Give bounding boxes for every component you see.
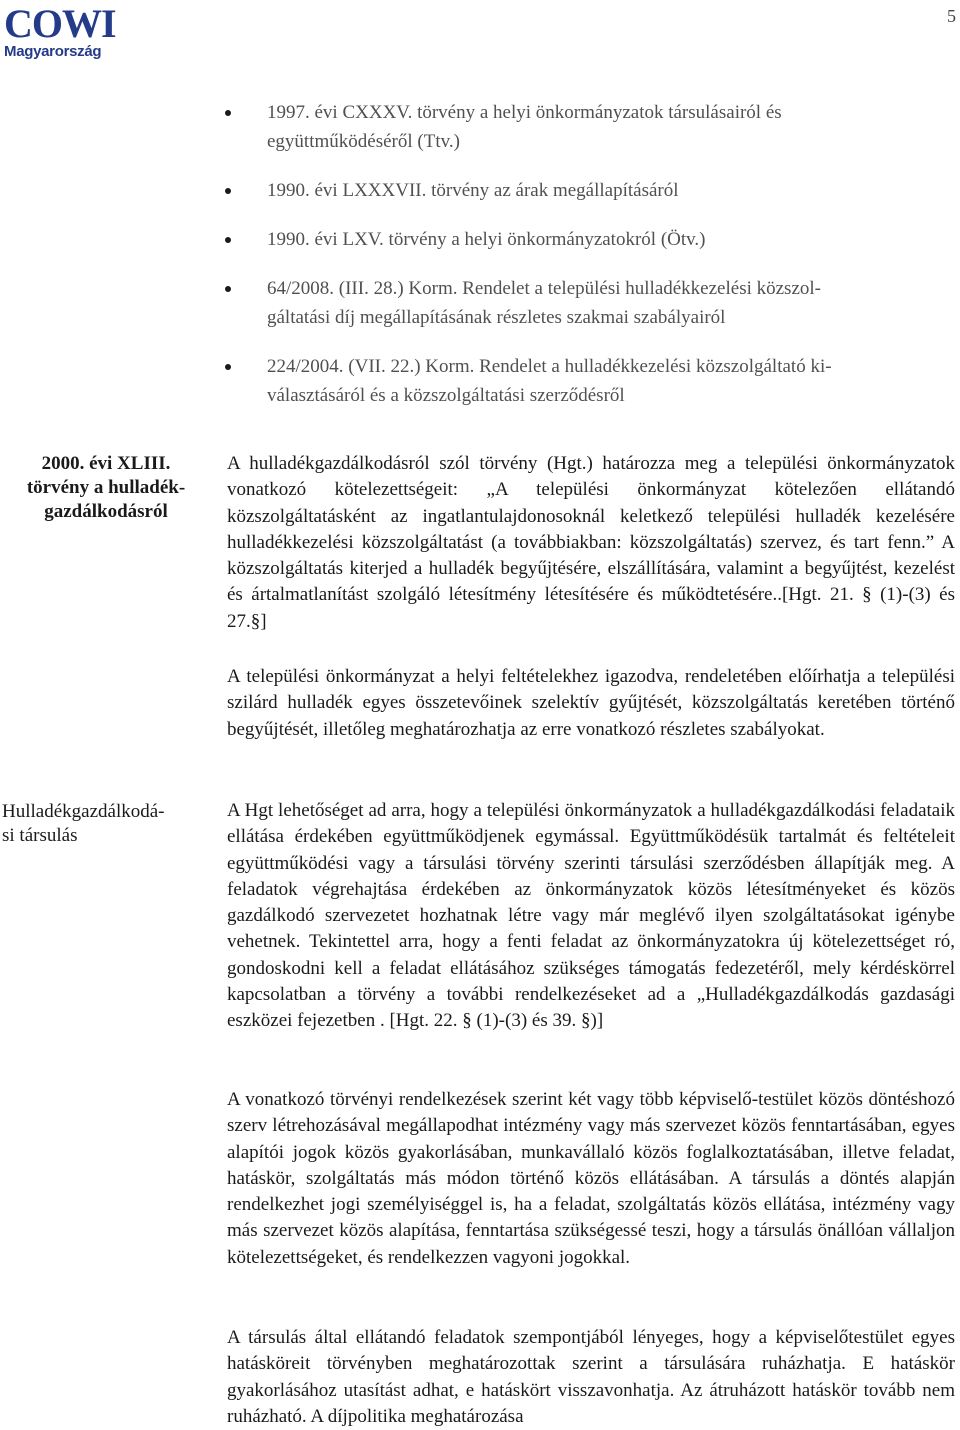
list-item-line1: 1997. évi CXXXV. törvény a helyi önkormányzatok társulásairól és bbox=[267, 102, 782, 123]
logo-wordmark: COWI bbox=[4, 1, 116, 46]
bullet-icon bbox=[225, 364, 231, 370]
list-item bbox=[225, 225, 955, 254]
list-item bbox=[225, 176, 955, 205]
sidebar-heading-line2: törvény a hulladék- bbox=[26, 477, 186, 498]
paragraph-association-rules: A vonatkozó törvényi rendelkezések szerint két vagy több képviselő-testület közös döntéshozó szerv létrehozásával megállapodhat intézmény vagy más szervezet közös fenntartásában, egyes alapítói jogok közös gyakorlásában, munkavállaló közös foglalkoztatásában, illetve feladat, hatáskör, szolgáltatás más módon történő közös ellátásában. A társulás a döntés alapján rendelkezhet jogi személyiséggel is, ha a feladat, szolgáltatás közös ellátása, intézmény vagy más szervezet közös alapítása, fenntartása szükségessé teszi, hogy a társulás önállóan vállaljon kötelezettségeket, és rendelkezzen vagyoni jogokkal. bbox=[227, 1089, 955, 1268]
page-number: 5 bbox=[947, 6, 956, 26]
list-item-line2: gáltatási díj megállapításának részletes szakmai szabályairól bbox=[267, 307, 726, 328]
list-item bbox=[225, 98, 955, 156]
sidebar-heading-line1: 2000. évi XLIII. bbox=[41, 453, 171, 474]
paragraph-local-regulation: A települési önkormányzat a helyi feltételekhez igazodva, rendeletében előírhatja a települési szilárd hulladék egyes összetevőinek szelektív gyűjtését, közszolgáltatás keretében történő begyűjtését, illetőleg meghatározhatja az erre vonatkozó részletes szabályokat. bbox=[227, 666, 955, 740]
paragraph-delegated-powers: A társulás által ellátandó feladatok szempontjából lényeges, hogy a képviselőtestület egyes hatásköreit törvényben meghatározottak szerint a társulására ruházhatja. E hatáskör gyakorlásához utasítást adhat, e hatáskört visszavonhatja. Az átruházott hatáskör tovább nem ruházható. A díjpolitika meghatározása bbox=[227, 1327, 955, 1427]
bullet-icon bbox=[225, 286, 231, 292]
sidebar-heading-line1: Hulladékgazdálkodá- bbox=[2, 801, 165, 822]
bullet-icon bbox=[225, 188, 231, 194]
list-item-line2: választásáról és a közszolgáltatási szerződésről bbox=[267, 385, 625, 406]
legislation-list bbox=[225, 98, 955, 430]
list-item-line1: 1990. évi LXV. törvény a helyi önkormányzatokról (Ötv.) bbox=[267, 229, 706, 250]
list-item-line1: 224/2004. (VII. 22.) Korm. Rendelet a hulladékkezelési közszolgáltató ki- bbox=[267, 356, 832, 377]
list-item-line1: 1990. évi LXXXVII. törvény az árak megállapításáról bbox=[267, 180, 679, 201]
list-item bbox=[225, 274, 955, 332]
list-item-line1: 64/2008. (III. 28.) Korm. Rendelet a települési hulladékkezelési közszol- bbox=[267, 278, 821, 299]
bullet-icon bbox=[225, 237, 231, 243]
bullet-icon bbox=[225, 110, 231, 116]
sidebar-heading-line2: si társulás bbox=[2, 825, 78, 846]
list-item bbox=[225, 352, 955, 410]
list-item-line2: együttműködéséről (Ttv.) bbox=[267, 131, 460, 152]
sidebar-heading-law bbox=[6, 452, 206, 524]
sidebar-heading-association bbox=[2, 800, 202, 848]
logo-subtitle: Magyarország bbox=[4, 43, 102, 60]
paragraph-hgt-obligations: A hulladékgazdálkodásról szól törvény (Hgt.) határozza meg a települési önkormányzatok vonatkozó kötelezettségeit: „A települési önkormányzat kötelezően ellátandó közszolgáltatásként az ingatlantulajdonosoknál keletkező települési hulladék kezelésére hulladékkezelési közszolgáltatást (a továbbiakban: közszolgáltatás) szervez, és tart fenn.” A közszolgáltatás kiterjed a hulladék begyűjtésére, elszállítására, valamint a begyűjtést, kezelést és ártalmatlanítást szolgáló létesítmény létesítésére és működtetésére..[Hgt. 21. § (1)-(3) és 27.§] bbox=[227, 453, 955, 632]
company-logo bbox=[4, 1, 154, 60]
sidebar-heading-line3: gazdálkodásról bbox=[44, 501, 168, 522]
paragraph-cooperation: A Hgt lehetőséget ad arra, hogy a települési önkormányzatok a hulladékgazdálkodási feladataik ellátása érdekében együttműködjenek egymással. Együttműködésük tartalmát és feltételeit együttműködési vagy a társulási törvény szerinti társulási szerződésben állapítják meg. A feladatok végrehajtása érdekében az önkormányzatok közös létesítményeket és közös gazdálkodó szervezetet hozhatnak létre vagy már meglévő ilyen szolgáltatásokat igénybe vehetnek. Tekintettel arra, hogy a fenti feladat az önkormányzatokra új kötelezettséget ró, gondoskodni kell a feladat ellátásához szükséges támogatás fedezetéről, mely kérdéskörrel kapcsolatban a törvény a további rendelkezéseket ad a „Hulladékgazdálkodás gazdasági eszközei fejezetben . [Hgt. 22. § (1)-(3) és 39. §)] bbox=[227, 800, 955, 1032]
